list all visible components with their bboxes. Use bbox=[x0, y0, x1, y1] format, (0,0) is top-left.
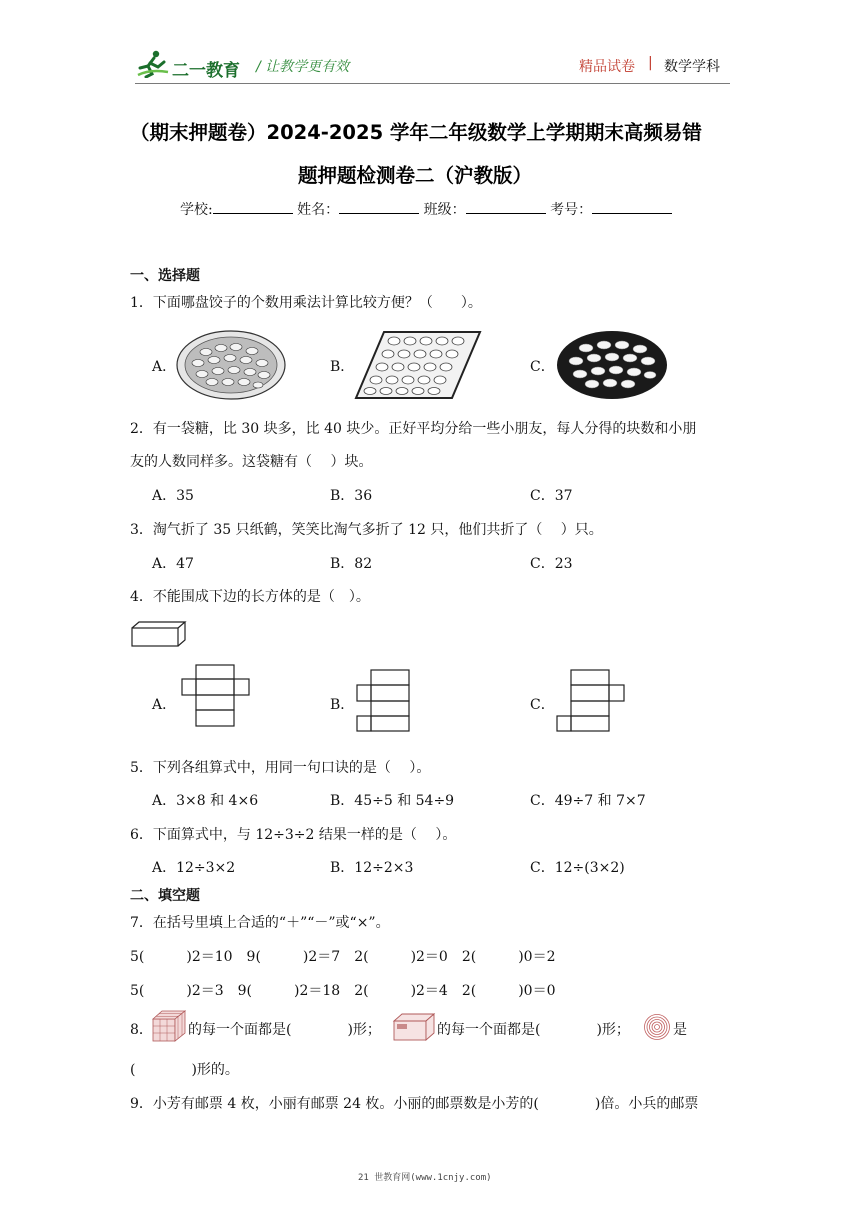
header-rule bbox=[135, 83, 730, 84]
class-label: 班级： bbox=[423, 202, 466, 218]
q8-part-3: 是 bbox=[673, 1022, 687, 1038]
round-plate-many-dumplings-icon bbox=[176, 330, 286, 400]
tag-left: 精品试卷 bbox=[579, 59, 635, 75]
q1-option-a[interactable]: A． bbox=[152, 359, 177, 375]
school-label: 学校: bbox=[180, 202, 213, 218]
section-2-title: 二、填空题 bbox=[130, 888, 200, 904]
student-info bbox=[180, 199, 672, 219]
q3-option-b[interactable]: B．82 bbox=[330, 556, 373, 572]
q7-row-1[interactable]: 5( )2＝10 9( )2＝7 2( )2＝0 2( )0＝2 bbox=[130, 949, 556, 965]
question-7: 7．在括号里填上合适的“＋”“－”或“×”。 bbox=[130, 915, 390, 931]
q8-prefix: 8． bbox=[130, 1022, 153, 1038]
q3-option-a[interactable]: A．47 bbox=[152, 556, 194, 572]
question-9: 9．小芳有邮票 4 枚，小丽有邮票 24 枚。小丽的邮票数是小芳的( )倍。小兵的邮票 bbox=[130, 1096, 699, 1112]
q6-option-a[interactable]: A．12÷3×2 bbox=[152, 860, 236, 876]
exam-no-blank[interactable] bbox=[592, 201, 672, 214]
question-1: 1．下面哪盘饺子的个数用乘法计算比较方便？（ ）。 bbox=[130, 295, 482, 311]
q5-option-a[interactable]: A．3×8 和 4×6 bbox=[152, 793, 259, 809]
slogan: / 让教学更有效 bbox=[256, 59, 350, 75]
q2-option-a[interactable]: A．35 bbox=[152, 488, 194, 504]
q7-row-2[interactable]: 5( )2＝3 9( )2＝18 2( )2＝4 2( )0＝0 bbox=[130, 983, 556, 999]
rectangular-box-icon bbox=[392, 1012, 436, 1042]
q5-option-b[interactable]: B．45÷5 和 54÷9 bbox=[330, 793, 455, 809]
footer: 21 世教育网(www.1cnjy.com) bbox=[358, 1173, 492, 1183]
title-line-1: （期末押题卷）2024-2025 学年二年级数学上学期期末高频易错 bbox=[130, 121, 702, 144]
cuboid-icon bbox=[131, 621, 187, 647]
q5-option-c[interactable]: C．49÷7 和 7×7 bbox=[530, 793, 646, 809]
name-label: 姓名： bbox=[297, 202, 340, 218]
question-2-line-1: 2．有一袋糖，比 30 块多，比 40 块少。正好平均分给一些小朋友，每人分得的块数和小朋 bbox=[130, 421, 697, 437]
question-6: 6．下面算式中，与 12÷3÷2 结果一样的是（ ）。 bbox=[130, 827, 457, 843]
section-1-title: 一、选择题 bbox=[130, 268, 200, 284]
question-2-line-2: 友的人数同样多。这袋糖有（ ）块。 bbox=[130, 454, 373, 470]
title-line-2: 题押题检测卷二（沪教版） bbox=[298, 164, 533, 187]
q8-part-1[interactable]: 的每一个面都是( )形； bbox=[188, 1022, 381, 1038]
runner-logo-icon bbox=[136, 50, 170, 78]
q8-line-2[interactable]: ( )形的。 bbox=[130, 1062, 239, 1078]
dark-plate-dumplings-icon bbox=[556, 330, 668, 400]
q4-option-b[interactable]: B． bbox=[330, 697, 355, 713]
question-3: 3．淘气折了 35 只纸鹤，笑笑比淘气多折了 12 只，他们共折了（ ）只。 bbox=[130, 522, 603, 538]
cuboid-net-a-icon bbox=[181, 664, 251, 728]
question-5: 5．下列各组算式中，用同一句口诀的是（ ）。 bbox=[130, 760, 431, 776]
name-blank[interactable] bbox=[339, 201, 419, 214]
exam-no-label: 考号： bbox=[550, 202, 593, 218]
q8-part-2[interactable]: 的每一个面都是( )形； bbox=[437, 1022, 630, 1038]
tag-right: 数学学科 bbox=[664, 59, 720, 75]
cube-grid-icon bbox=[152, 1010, 186, 1042]
logo-name: 二一教育 bbox=[172, 61, 240, 81]
q6-option-b[interactable]: B．12÷2×3 bbox=[330, 860, 414, 876]
question-4: 4．不能围成下边的长方体的是（ ）。 bbox=[130, 589, 370, 605]
logo bbox=[136, 50, 246, 80]
concentric-circles-icon bbox=[643, 1013, 671, 1041]
square-tray-dumplings-in-rows-icon bbox=[354, 330, 482, 400]
q4-option-a[interactable]: A． bbox=[152, 697, 177, 713]
cuboid-net-b-icon bbox=[356, 669, 412, 733]
class-blank[interactable] bbox=[466, 201, 546, 214]
q6-option-c[interactable]: C．12÷(3×2) bbox=[530, 860, 625, 876]
q1-option-c[interactable]: C． bbox=[530, 359, 555, 375]
q4-option-c[interactable]: C． bbox=[530, 697, 555, 713]
cuboid-net-c-icon bbox=[556, 669, 628, 733]
q1-option-b[interactable]: B． bbox=[330, 359, 355, 375]
school-blank[interactable] bbox=[213, 201, 293, 214]
q3-option-c[interactable]: C．23 bbox=[530, 556, 573, 572]
tag-separator: | bbox=[648, 55, 653, 71]
q2-option-c[interactable]: C．37 bbox=[530, 488, 573, 504]
q2-option-b[interactable]: B．36 bbox=[330, 488, 373, 504]
